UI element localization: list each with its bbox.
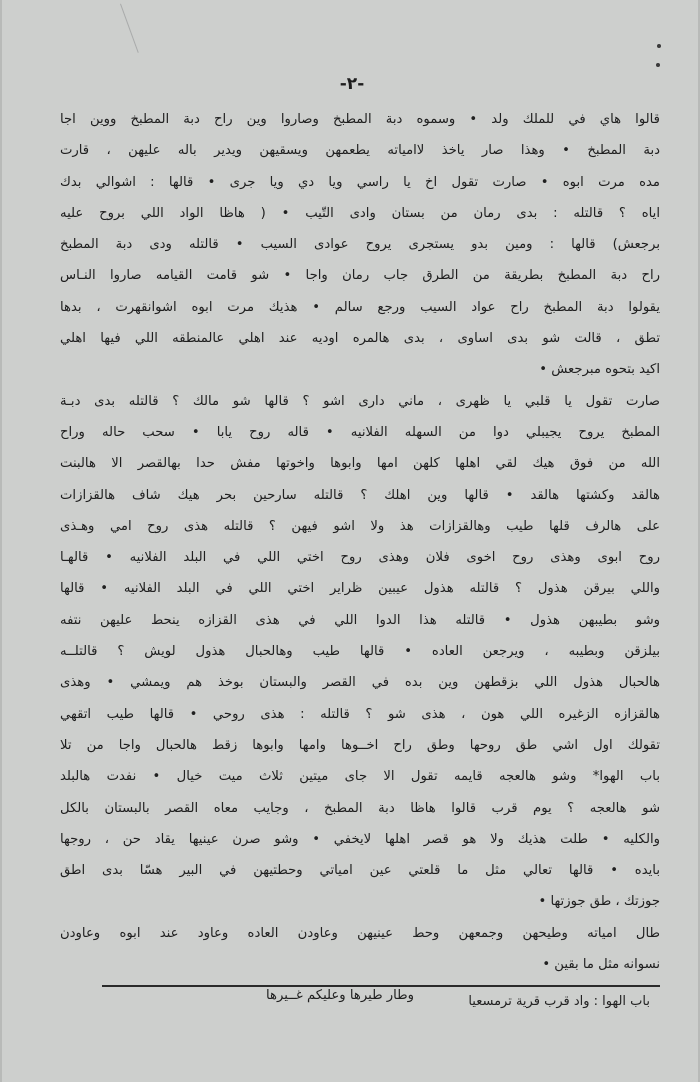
text-line: واللي بيرقن هذول ؟ قالتله هذول عيبين ظراير اختي اللي في البلد الفلانيه • قالها (60, 581, 660, 597)
text-line: المطبخ يروح يجيبلي دوا من السهله الفلانيه • قاله روح يابا • سحب حاله وراح (60, 424, 660, 440)
text-line: برجعش) قالها : ومين بدو يستجرى يروح عوادى السيب • قالتله ودى دبة المطبخ (60, 237, 660, 253)
text-line: على هالرف قلها طيب وهالقزازات هذ ولا اشو فيهن ؟ قالتله هذى روح امي وهـذى (60, 518, 660, 534)
folk-tale-text (60, 104, 660, 1012)
text-line: الله من فوق هيك لقي اهلها كلهن امها وابوها واخوتها مفش حدا بهالقصر الا هالبنت (60, 456, 660, 472)
page-number: -٢- (339, 74, 365, 94)
text-line: بايده • قالها تعالي مثل ما قلعتي عين امياتي وحطتيهن في البير هسّا بدى اطق (60, 863, 660, 879)
text-line: وشو بطيبهن هذول • قالتله هذا الدوا اللي في هذى القزازه ينحط عليهن نتفه (60, 612, 660, 628)
text-line: راح دبة المطبخ بطريقة من الطرق جاب رمان واجا • شو قامت القيامه صاروا النـاس (60, 268, 660, 284)
text-line: روح ابوى وهذى روح اخوى فلان وهذى روح اختي اللي في البلد الفلانيه • قالهـا (60, 550, 660, 566)
footnote-divider (102, 985, 660, 987)
punch-mark (656, 63, 660, 67)
text-line: مده مرت ابوه • صارت تقول اخ يا راسي ويا دي ويا جرى • قالها : اشوالي بدك (60, 174, 660, 190)
text-line: صارت تقول يا قلبي يا ظهرى ، ماني دارى اشو ؟ قالها شو مالك ؟ قالتله بدى دبـة (60, 393, 660, 409)
footnote: باب الهوا : واد قرب قرية ترمسعيا (468, 994, 650, 1009)
punch-mark (657, 44, 661, 48)
text-line: تقولك اول اشي طق روحها وطق راح اخــوها وامها وابوها زقط هالحبال واجا من تلا (60, 737, 660, 753)
paper-scratch (120, 4, 139, 53)
text-line: تطق ، قالت شو بدى اساوى ، بدى هالمره اوديه عند اهلي عالمنطقه اللي فيها اهلي (60, 331, 660, 347)
text-line: جوزتك ، طق جوزتها • (538, 894, 660, 910)
text-line: يقولوا دبة المطبخ راح عواد السيب ورجع سالم • هذيك مرت ابوه اشوانقهرت ، بدها (60, 299, 660, 315)
text-line: هالقد وكشتها هالقد • قالها وين اهلك ؟ قالتله سارحين بحر هيك شاف هالقزازات (60, 487, 660, 503)
text-line: نسوانه مثل ما بقين • (542, 957, 660, 973)
text-line: هالقزازه الزغيره اللي هون ، هذى شو ؟ قالتله : هذى روحي • قالها طيب اتقهي (60, 706, 660, 722)
text-line: قالوا هاي في للملك ولد • وسموه دبة المطبخ وصاروا وين راح دبة المطبخ ووين اجا (60, 112, 660, 127)
text-line: شو هالعجه ؟ يوم قرب قالوا هاظا دبة المطبخ ، وجايب معاه القصر بالبستان بالكل (60, 800, 660, 816)
text-line: اكيد بتحوه مبرجعش • (539, 362, 660, 378)
text-line: طال امياته وطيحهن وجمعهن وحط عينيهن وعاودن العاده وعاود عند ابوه وعاودن (60, 925, 660, 941)
closing-line: وطار طيرها وعليكم غــيرها (265, 988, 415, 1004)
text-line: باب الهوا* وشو هالعجه قايمه تقول الا جاى ميتين ثلاث ميت خيال • نفدت هالبلد (60, 769, 660, 785)
text-line: والكليه • طلت هذيك ولا هو قصر اهلها لايخفي • وشو صرن عينيها يقاد حن ، روجها (60, 831, 660, 847)
text-line: اياه ؟ قالتله : بدى رمان من بستان وادى التّيب • ( هاظا الواد اللي بروح عليه (60, 205, 660, 221)
text-line: هالحبال هذول اللي بزقطهن وين بده في القصر والبستان بوخذ هم ويمشي • وهذى (60, 675, 660, 691)
text-line: بيلزقن وبطيبه ، ويرجعن العاده • قالها طيب وهالحبال هذول لويش ؟ قالتلــه (60, 644, 660, 660)
text-line: دبة المطبخ • وهذا صار ياخذ لاامياته يطعمهن ويسقيهن ويدير باله عليهن ، قارت (60, 143, 660, 159)
